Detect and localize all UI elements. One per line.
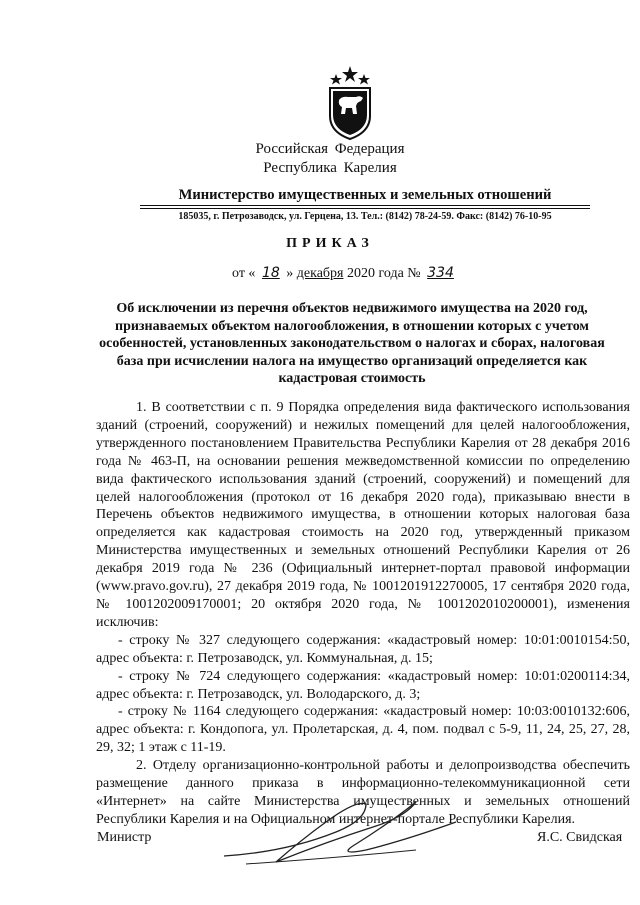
exclusion-item-327: - строку № 327 следующего содержания: «кадастровый номер: 10:01:0010154:50, адрес объекта: г. Петрозаводск, ул. Коммунальная, д. 15; <box>96 632 630 666</box>
paragraph-2: 2. Отделу организационно-контрольной работы и делопроизводства обеспечить размещение данного приказа в информационно-телекоммуникационной сети «Интернет» на сайте Министерства имущественных и земельных отношений Республики Карелия и на Официальном интернет-портале Республики Карелия. <box>96 758 630 827</box>
exclusion-item-724: - строку № 724 следующего содержания: «кадастровый номер: 10:01:0200114:34, адрес объекта: г. Петрозаводск, ул. Володарского, д. 3; <box>96 668 630 702</box>
signature-icon <box>216 792 466 872</box>
order-day: 18 <box>261 265 280 281</box>
country-name: Российская Федерация <box>255 141 405 157</box>
coat-of-arms-icon <box>326 66 374 140</box>
header-divider-thin <box>140 208 590 209</box>
signer-name: Я.С. Свидская <box>537 830 623 845</box>
signer-position: Министр <box>97 830 152 845</box>
date-mid: » <box>286 266 294 281</box>
order-title: ПРИКАЗ <box>286 236 374 251</box>
date-prefix: от « <box>232 266 256 281</box>
order-number: 334 <box>427 265 454 281</box>
order-dateline <box>232 264 457 283</box>
order-heading: Об исключении из перечня объектов недвижимого имущества на 2020 год, признаваемых объектом налогообложения, в отношении которых с учетом особенностей, установленных законодательством о налогах и сборах, налоговая база при исчислении налога на имущество организаций определяется как кадастровая стоимость <box>99 301 605 386</box>
ministry-name: Министерство имущественных и земельных отношений <box>178 187 552 203</box>
order-body <box>96 399 630 829</box>
republic-name: Республика Карелия <box>263 160 397 176</box>
order-month: декабря <box>296 266 344 281</box>
exclusion-item-1164: - строку № 1164 следующего содержания: «кадастровый номер: 10:03:0010132:606, адрес объекта: г. Кондопога, ул. Пролетарская, д. 4, пом. подвал с 5-9, 11, 24, 25, 27, 28, 29, 32; 1 этаж с 11-19. <box>96 704 630 756</box>
ministry-address: 185035, г. Петрозаводск, ул. Герцена, 13. Тел.: (8142) 78-24-59. Факс: (8142) 76-10-95 <box>178 211 552 222</box>
paragraph-1: 1. В соответствии с п. 9 Порядка определения вида фактического использования зданий (строений, сооружений) и нежилых помещений для целей налогообложения, утвержденного постановлением Правительства Республики Карелия от 28 декабря 2016 года № 463-П, на основании решения межведомственной комиссии по определению вида фактического использования зданий (строений, сооружений) и помещений для целей налогообложения (протокол от 16 декабря 2020 года), приказываю внести в Перечень объектов недвижимого имущества, в отношении которых налоговая база определяется как кадастровая стоимость на 2020 год, утвержденный приказом Министерства имущественных и земельных отношений Республики Карелия от 26 декабря 2019 года № 236 (Официальный интернет-портал правовой информации (www.pravo.gov.ru), 27 декабря 2019 года, № 1001201912270005, 17 сентября 2020 года, № 1001202009170001; 20 октября 2020 года, № 1001202010200001), изменения исключив: <box>96 400 630 630</box>
header-divider <box>140 205 590 206</box>
header-block <box>0 140 640 178</box>
order-year: 2020 года № <box>346 266 421 281</box>
